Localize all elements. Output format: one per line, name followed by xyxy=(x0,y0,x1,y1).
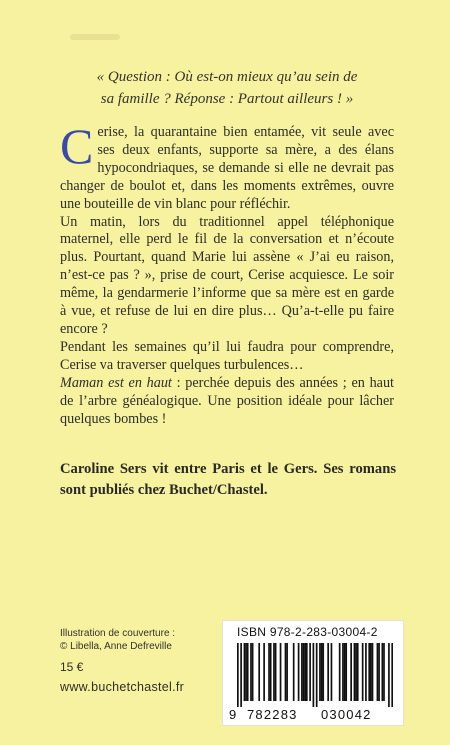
barcode-bar xyxy=(345,643,347,701)
barcode-bar xyxy=(321,643,323,701)
barcode-bar xyxy=(245,643,247,701)
barcode-bar xyxy=(331,643,333,701)
barcode-bar xyxy=(270,643,272,701)
blurb xyxy=(60,118,394,428)
ean-first-digit: 9 xyxy=(229,707,238,722)
barcode-bar xyxy=(388,643,390,707)
publisher-url: www.buchetchastel.fr xyxy=(60,680,185,694)
quote-line-1: « Question : Où est-on mieux qu’au sein de xyxy=(96,69,358,85)
credits-line-2: © Libella, Anne Defreville xyxy=(60,641,172,652)
barcode-bar xyxy=(268,643,270,701)
illustration-credits xyxy=(60,627,220,653)
barcode-bar xyxy=(382,643,384,701)
barcode-bar xyxy=(301,643,303,701)
price: 15 € xyxy=(60,660,84,674)
barcode-bar xyxy=(304,643,306,701)
blurb-paragraph-1-text: erise, la quarantaine bien entamée, vit seule avec ses deux enfants, supporte sa mère, a des élans hypocondriaques, se demande si elle ne devrait pas changer de boulot et, dans les moments extrêmes, ouvre une bouteille de vin blanc pour réfléchir. xyxy=(60,124,394,212)
isbn-number: ISBN 978-2-283-03004-2 xyxy=(237,625,378,639)
print-smudge xyxy=(70,34,120,40)
drop-cap: C xyxy=(60,118,94,174)
blurb-paragraph-4-text: : perchée depuis des années ; en haut de l’arbre généalogique. Une position idéale pour lâcher quelques bombes ! xyxy=(60,374,394,427)
book-title-italic: Maman est en haut xyxy=(60,374,172,391)
barcode-bar xyxy=(309,643,311,701)
barcode-bar xyxy=(237,643,239,707)
barcode-panel xyxy=(222,620,404,726)
barcode-bar xyxy=(250,643,252,701)
blurb-paragraph-4 xyxy=(60,375,394,429)
barcode-bar xyxy=(342,643,344,701)
barcode-bar xyxy=(355,643,357,701)
barcode-bar xyxy=(370,643,372,701)
barcode-bar xyxy=(252,643,254,701)
cover-quote xyxy=(62,66,392,110)
barcode-bar xyxy=(322,643,324,701)
ean-right-group: 030042 xyxy=(321,707,372,722)
barcode-bar xyxy=(313,643,315,707)
barcode-bar xyxy=(377,643,379,701)
barcode-bar xyxy=(240,643,242,707)
barcode-bar xyxy=(258,643,260,701)
barcode-bar xyxy=(357,643,359,701)
barcode-bar xyxy=(303,643,305,701)
barcode-bar xyxy=(293,643,295,701)
blurb-paragraph-3: Pendant les semaines qu’il lui faudra pour comprendre, Cerise va traverser quelques turbulences… xyxy=(60,338,394,373)
barcode-bar xyxy=(368,643,370,701)
barcode-bar xyxy=(298,643,300,701)
barcode-bar xyxy=(383,643,385,701)
barcode-bar xyxy=(306,643,308,701)
barcode-bar xyxy=(247,643,249,701)
ean-left-group: 782283 xyxy=(247,707,298,722)
quote-line-2: sa famille ? Réponse : Partout ailleurs ! » xyxy=(100,91,354,107)
barcode-bar xyxy=(275,643,277,701)
barcode-bar xyxy=(316,643,318,707)
barcode-bar xyxy=(319,643,321,701)
barcode-bar xyxy=(339,643,341,701)
barcode-bar xyxy=(365,643,367,701)
author-bio: Caroline Sers vit entre Paris et le Gers. Ses romans sont publiés chez Buchet/Chastel. xyxy=(60,461,396,498)
barcode-bar xyxy=(327,643,329,701)
barcode-bar xyxy=(391,643,393,707)
credits-line-1: Illustration de couverture : xyxy=(60,628,176,639)
barcode-bar xyxy=(372,643,374,701)
barcode-bar xyxy=(350,643,352,701)
barcode-bar xyxy=(280,643,282,701)
barcode-bar xyxy=(244,643,246,701)
barcode-bar xyxy=(263,643,265,701)
barcode-bar xyxy=(273,643,275,701)
barcode-bar xyxy=(354,643,356,701)
blurb-paragraph-2: Un matin, lors du traditionnel appel téléphonique maternel, elle perd le fil de la conversation et n’écoute plus. Pourtant, quand Marie lui assène « J’ai eu raison, n’est-ce pas ? », prise de court, Cerise acquiesce. Le soir même, la gendarmerie l’informe que sa mère est en garde à vue, et refuse de lui en dire plus… Qu’a-t-elle pu faire encore ? xyxy=(60,213,394,337)
barcode-bars xyxy=(237,643,393,707)
barcode-bar xyxy=(362,643,364,701)
barcode-bar xyxy=(378,643,380,701)
barcode-bar xyxy=(285,643,287,701)
blurb-paragraph-1 xyxy=(60,118,394,214)
barcode-bar xyxy=(286,643,288,701)
barcode-bar xyxy=(344,643,346,701)
